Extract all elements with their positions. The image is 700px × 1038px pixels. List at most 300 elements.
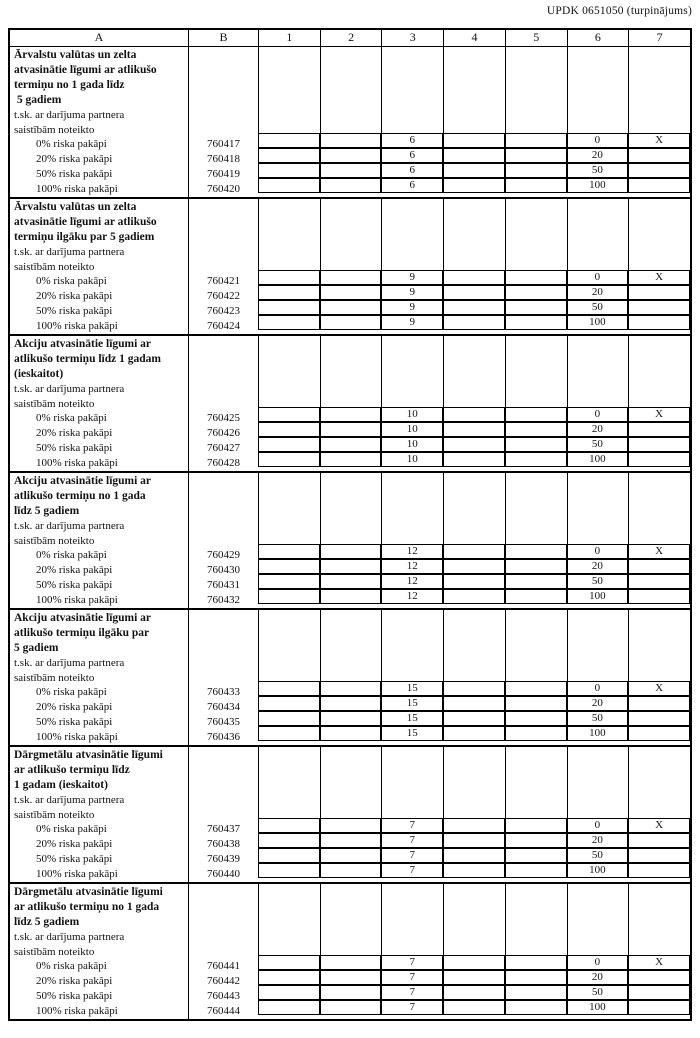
value-cell-col2 xyxy=(320,970,382,985)
value-cell-col6: 0 xyxy=(567,544,629,559)
data-column-spacer xyxy=(628,747,690,822)
position-code: 760423 xyxy=(188,304,258,319)
value-cell-col2 xyxy=(320,163,382,178)
value-cell-col4 xyxy=(443,133,505,148)
value-cell-col6: 20 xyxy=(567,559,629,574)
data-column-spacer xyxy=(258,336,320,411)
section-title-line: līdz 5 gadiem xyxy=(14,505,80,517)
section-note-line: t.sk. ar darījuma partnera xyxy=(14,931,125,943)
section-title-line: ar atlikušo termiņu līdz xyxy=(14,764,130,776)
column-header-row xyxy=(10,30,690,47)
data-column-spacer xyxy=(381,199,443,274)
risk-row-label: 20% riska pakāpi xyxy=(36,975,113,987)
value-cell-col6: 100 xyxy=(567,178,629,193)
section-title-line: 5 gadiem xyxy=(14,94,62,106)
form-code-note: UPDK 0651050 (turpinājums) xyxy=(546,5,692,17)
value-cell-col1 xyxy=(258,848,320,863)
section-title-cell xyxy=(10,610,188,685)
value-cell-col5 xyxy=(505,270,567,285)
column-header-3: 3 xyxy=(381,30,443,46)
data-column-spacer xyxy=(320,199,382,274)
value-cell-col6: 100 xyxy=(567,589,629,604)
value-cell-col7 xyxy=(628,285,690,300)
section-title-cell xyxy=(10,473,188,548)
section-title-line: termiņu no 1 gada līdz xyxy=(14,79,125,91)
value-cell-col5 xyxy=(505,681,567,696)
section-title-line: termiņu ilgāku par 5 gadiem xyxy=(14,231,155,243)
column-header-7: 7 xyxy=(628,30,690,46)
value-cell-col7 xyxy=(628,437,690,452)
position-code: 760421 xyxy=(188,274,258,289)
section-title-cell xyxy=(10,884,188,959)
value-cell-col6: 50 xyxy=(567,574,629,589)
data-column-spacer xyxy=(505,336,567,411)
data-column-spacer xyxy=(320,47,382,137)
data-column-spacer xyxy=(567,473,629,548)
value-cell-col3: 12 xyxy=(381,544,443,559)
value-cell-col6: 20 xyxy=(567,148,629,163)
section-title-line: līdz 5 gadiem xyxy=(14,916,80,928)
risk-row-label: 100% riska pakāpi xyxy=(36,457,118,469)
value-cell-col4 xyxy=(443,559,505,574)
value-cell-col1 xyxy=(258,544,320,559)
value-cell-col4 xyxy=(443,1000,505,1015)
value-cell-col7 xyxy=(628,970,690,985)
data-column-spacer xyxy=(505,747,567,822)
value-cell-col7: X xyxy=(628,818,690,833)
value-cell-col3: 10 xyxy=(381,422,443,437)
table-section-5 xyxy=(10,608,690,745)
section-title-line: atvasinātie līgumi ar atlikušo xyxy=(14,216,157,228)
table-section-4 xyxy=(10,471,690,608)
position-code: 760439 xyxy=(188,852,258,867)
column-header-B: B xyxy=(188,30,258,46)
value-cell-col5 xyxy=(505,422,567,437)
value-cell-col3: 7 xyxy=(381,985,443,1000)
value-cell-col2 xyxy=(320,833,382,848)
value-cell-col5 xyxy=(505,589,567,604)
data-column-spacer xyxy=(258,747,320,822)
data-column-spacer xyxy=(567,336,629,411)
data-column-spacer xyxy=(505,473,567,548)
value-cell-col6: 50 xyxy=(567,300,629,315)
value-cell-col6: 20 xyxy=(567,285,629,300)
section-note-line: saistībām noteikto xyxy=(14,397,95,410)
value-cell-col5 xyxy=(505,955,567,970)
value-cell-col2 xyxy=(320,726,382,741)
risk-row-label: 20% riska pakāpi xyxy=(36,290,113,302)
table-section-1 xyxy=(10,47,690,197)
column-header-A: A xyxy=(94,30,104,44)
value-cell-col2 xyxy=(320,711,382,726)
data-column-spacer xyxy=(443,747,505,822)
value-cell-col7 xyxy=(628,833,690,848)
value-cell-col1 xyxy=(258,970,320,985)
value-cell-col4 xyxy=(443,589,505,604)
value-cell-col5 xyxy=(505,407,567,422)
value-cell-col5 xyxy=(505,315,567,330)
position-code: 760443 xyxy=(188,989,258,1004)
value-cell-col1 xyxy=(258,300,320,315)
value-cell-col1 xyxy=(258,407,320,422)
position-code: 760434 xyxy=(188,700,258,715)
value-cell-col2 xyxy=(320,985,382,1000)
section-note-line: saistībām noteikto xyxy=(14,671,95,684)
value-cell-col1 xyxy=(258,955,320,970)
data-column-spacer xyxy=(443,336,505,411)
value-cell-col2 xyxy=(320,559,382,574)
value-cell-col4 xyxy=(443,270,505,285)
value-cell-col1 xyxy=(258,452,320,467)
value-cell-col2 xyxy=(320,270,382,285)
risk-row-label: 100% riska pakāpi xyxy=(36,183,118,195)
data-column-spacer xyxy=(443,47,505,137)
value-cell-col2 xyxy=(320,955,382,970)
value-cell-col2 xyxy=(320,452,382,467)
value-cell-col3: 15 xyxy=(381,696,443,711)
section-note-line: saistībām noteikto xyxy=(14,534,95,547)
value-cell-col5 xyxy=(505,285,567,300)
section-note-line: saistībām noteikto xyxy=(14,945,95,958)
risk-row-label: 50% riska pakāpi xyxy=(36,716,113,728)
data-column-spacer xyxy=(320,747,382,822)
data-column-spacer xyxy=(320,473,382,548)
value-cell-col3: 10 xyxy=(381,437,443,452)
form-table xyxy=(8,28,692,1021)
position-code: 760422 xyxy=(188,289,258,304)
value-cell-col4 xyxy=(443,863,505,878)
risk-row-label: 20% riska pakāpi xyxy=(36,838,113,850)
value-cell-col5 xyxy=(505,544,567,559)
position-code: 760429 xyxy=(188,548,258,563)
section-note-line: t.sk. ar darījuma partnera xyxy=(14,520,125,532)
data-column-spacer xyxy=(443,610,505,685)
value-cell-col3: 7 xyxy=(381,955,443,970)
value-cell-col3: 7 xyxy=(381,970,443,985)
value-cell-col5 xyxy=(505,985,567,1000)
value-cell-col4 xyxy=(443,985,505,1000)
position-code: 760441 xyxy=(188,959,258,974)
risk-row-label: 50% riska pakāpi xyxy=(36,305,113,317)
value-cell-col7 xyxy=(628,711,690,726)
column-header-5: 5 xyxy=(505,30,567,46)
data-column-spacer xyxy=(567,884,629,959)
data-column-spacer xyxy=(628,199,690,274)
risk-row-label: 20% riska pakāpi xyxy=(36,427,113,439)
section-note-line: t.sk. ar darījuma partnera xyxy=(14,657,125,669)
position-code: 760440 xyxy=(188,867,258,882)
risk-row-label: 50% riska pakāpi xyxy=(36,579,113,591)
risk-row-label: 0% riska pakāpi xyxy=(36,823,107,835)
value-cell-col3: 6 xyxy=(381,178,443,193)
position-code: 760420 xyxy=(188,182,258,197)
data-column-spacer xyxy=(258,47,320,137)
value-cell-col2 xyxy=(320,437,382,452)
risk-row-label: 20% riska pakāpi xyxy=(36,153,113,165)
value-cell-col7 xyxy=(628,300,690,315)
section-title-cell xyxy=(10,199,188,274)
section-note-line: t.sk. ar darījuma partnera xyxy=(14,246,125,258)
value-cell-col6: 0 xyxy=(567,955,629,970)
value-cell-col6: 0 xyxy=(567,133,629,148)
risk-row-label: 100% riska pakāpi xyxy=(36,320,118,332)
value-cell-col4 xyxy=(443,574,505,589)
value-cell-col6: 0 xyxy=(567,818,629,833)
section-title-line: Akciju atvasinātie līgumi ar xyxy=(14,338,152,350)
value-cell-col6: 100 xyxy=(567,863,629,878)
code-column-spacer xyxy=(188,747,258,822)
risk-row-label: 20% riska pakāpi xyxy=(36,564,113,576)
position-code: 760435 xyxy=(188,715,258,730)
data-column-spacer xyxy=(258,610,320,685)
column-header-6: 6 xyxy=(567,30,629,46)
code-column-spacer xyxy=(188,610,258,685)
value-cell-col4 xyxy=(443,437,505,452)
value-cell-col3: 15 xyxy=(381,711,443,726)
data-column-spacer xyxy=(567,747,629,822)
value-cell-col6: 20 xyxy=(567,833,629,848)
value-cell-col1 xyxy=(258,178,320,193)
value-cell-col5 xyxy=(505,163,567,178)
value-cell-col1 xyxy=(258,285,320,300)
risk-row-label: 50% riska pakāpi xyxy=(36,442,113,454)
data-column-spacer xyxy=(258,884,320,959)
position-code: 760417 xyxy=(188,137,258,152)
value-cell-col1 xyxy=(258,1000,320,1015)
data-column-spacer xyxy=(381,336,443,411)
value-cell-col6: 50 xyxy=(567,711,629,726)
position-code: 760442 xyxy=(188,974,258,989)
value-cell-col3: 6 xyxy=(381,148,443,163)
value-cell-col3: 7 xyxy=(381,863,443,878)
position-code: 760427 xyxy=(188,441,258,456)
value-cell-col4 xyxy=(443,970,505,985)
code-column-spacer xyxy=(188,884,258,959)
data-column-spacer xyxy=(567,47,629,137)
value-cell-col1 xyxy=(258,422,320,437)
section-title-line: atlikušo termiņu ilgāku par xyxy=(14,627,150,639)
value-cell-col7 xyxy=(628,848,690,863)
value-cell-col7 xyxy=(628,178,690,193)
value-cell-col3: 10 xyxy=(381,407,443,422)
position-code: 760419 xyxy=(188,167,258,182)
value-cell-col2 xyxy=(320,863,382,878)
value-cell-col4 xyxy=(443,848,505,863)
value-cell-col1 xyxy=(258,863,320,878)
value-cell-col3: 10 xyxy=(381,452,443,467)
value-cell-col4 xyxy=(443,833,505,848)
value-cell-col4 xyxy=(443,544,505,559)
position-code: 760426 xyxy=(188,426,258,441)
section-title-line: Dārgmetālu atvasinātie līgumi xyxy=(14,749,163,761)
value-cell-col3: 6 xyxy=(381,163,443,178)
value-cell-col6: 0 xyxy=(567,681,629,696)
value-cell-col5 xyxy=(505,452,567,467)
value-cell-col7 xyxy=(628,315,690,330)
value-cell-col5 xyxy=(505,726,567,741)
value-cell-col4 xyxy=(443,422,505,437)
value-cell-col6: 0 xyxy=(567,270,629,285)
section-title-line: Dārgmetālu atvasinātie līgumi xyxy=(14,886,163,898)
table-section-3 xyxy=(10,334,690,471)
value-cell-col3: 7 xyxy=(381,1000,443,1015)
value-cell-col2 xyxy=(320,422,382,437)
section-note-line: t.sk. ar darījuma partnera xyxy=(14,794,125,806)
value-cell-col3: 15 xyxy=(381,681,443,696)
risk-row-label: 0% riska pakāpi xyxy=(36,275,107,287)
section-note-line: saistībām noteikto xyxy=(14,808,95,821)
value-cell-col2 xyxy=(320,178,382,193)
value-cell-col1 xyxy=(258,589,320,604)
value-cell-col6: 50 xyxy=(567,437,629,452)
value-cell-col6: 0 xyxy=(567,407,629,422)
section-title-line: Ārvalstu valūtas un zelta xyxy=(14,49,137,61)
value-cell-col7 xyxy=(628,589,690,604)
value-cell-col2 xyxy=(320,818,382,833)
value-cell-col2 xyxy=(320,696,382,711)
data-column-spacer xyxy=(628,473,690,548)
data-column-spacer xyxy=(567,199,629,274)
value-cell-col1 xyxy=(258,559,320,574)
value-cell-col7 xyxy=(628,422,690,437)
value-cell-col1 xyxy=(258,681,320,696)
value-cell-col2 xyxy=(320,848,382,863)
value-cell-col1 xyxy=(258,985,320,1000)
code-column-spacer xyxy=(188,473,258,548)
data-column-spacer xyxy=(628,336,690,411)
value-cell-col7 xyxy=(628,726,690,741)
section-title-cell xyxy=(10,47,188,137)
risk-row-label: 0% riska pakāpi xyxy=(36,686,107,698)
value-cell-col2 xyxy=(320,285,382,300)
position-code: 760433 xyxy=(188,685,258,700)
position-code: 760436 xyxy=(188,730,258,745)
value-cell-col4 xyxy=(443,696,505,711)
value-cell-col4 xyxy=(443,315,505,330)
position-code: 760444 xyxy=(188,1004,258,1019)
value-cell-col6: 50 xyxy=(567,985,629,1000)
data-column-spacer xyxy=(320,610,382,685)
position-code: 760437 xyxy=(188,822,258,837)
value-cell-col7: X xyxy=(628,407,690,422)
section-title-line: ar atlikušo termiņu no 1 gada xyxy=(14,901,160,913)
section-title-line: atvasinātie līgumi ar atlikušo xyxy=(14,64,157,76)
value-cell-col7: X xyxy=(628,681,690,696)
value-cell-col4 xyxy=(443,452,505,467)
value-cell-col1 xyxy=(258,437,320,452)
value-cell-col3: 9 xyxy=(381,300,443,315)
position-code: 760431 xyxy=(188,578,258,593)
value-cell-col3: 7 xyxy=(381,833,443,848)
risk-row-label: 50% riska pakāpi xyxy=(36,168,113,180)
value-cell-col2 xyxy=(320,574,382,589)
data-column-spacer xyxy=(320,884,382,959)
risk-row-label: 50% riska pakāpi xyxy=(36,990,113,1002)
table-section-2 xyxy=(10,197,690,334)
data-column-spacer xyxy=(443,473,505,548)
value-cell-col6: 100 xyxy=(567,1000,629,1015)
data-column-spacer xyxy=(443,884,505,959)
section-title-cell xyxy=(10,336,188,411)
value-cell-col2 xyxy=(320,544,382,559)
value-cell-col1 xyxy=(258,818,320,833)
value-cell-col3: 7 xyxy=(381,848,443,863)
value-cell-col7 xyxy=(628,574,690,589)
value-cell-col1 xyxy=(258,148,320,163)
data-column-spacer xyxy=(258,473,320,548)
section-title-line: atlikušo termiņu no 1 gada xyxy=(14,490,146,502)
value-cell-col7 xyxy=(628,148,690,163)
table-section-7 xyxy=(10,882,690,1019)
value-cell-col2 xyxy=(320,148,382,163)
risk-row-label: 100% riska pakāpi xyxy=(36,594,118,606)
risk-row-label: 0% riska pakāpi xyxy=(36,412,107,424)
data-column-spacer xyxy=(320,336,382,411)
value-cell-col7 xyxy=(628,559,690,574)
value-cell-col4 xyxy=(443,955,505,970)
position-code: 760418 xyxy=(188,152,258,167)
value-cell-col6: 20 xyxy=(567,422,629,437)
data-column-spacer xyxy=(258,199,320,274)
value-cell-col7: X xyxy=(628,955,690,970)
code-column-spacer xyxy=(188,199,258,274)
value-cell-col6: 100 xyxy=(567,452,629,467)
data-column-spacer xyxy=(381,610,443,685)
data-column-spacer xyxy=(567,610,629,685)
section-title-line: (ieskaitot) xyxy=(14,368,64,380)
section-title-line: 5 gadiem xyxy=(14,642,59,654)
value-cell-col5 xyxy=(505,437,567,452)
column-header-2: 2 xyxy=(320,30,382,46)
value-cell-col6: 100 xyxy=(567,726,629,741)
value-cell-col4 xyxy=(443,818,505,833)
position-code: 760425 xyxy=(188,411,258,426)
section-title-line: Akciju atvasinātie līgumi ar xyxy=(14,612,152,624)
value-cell-col2 xyxy=(320,315,382,330)
risk-row-label: 50% riska pakāpi xyxy=(36,853,113,865)
data-column-spacer xyxy=(381,747,443,822)
section-note-line: saistībām noteikto xyxy=(14,260,95,273)
value-cell-col3: 12 xyxy=(381,589,443,604)
position-code: 760428 xyxy=(188,456,258,471)
value-cell-col5 xyxy=(505,711,567,726)
data-column-spacer xyxy=(505,610,567,685)
section-note-line: t.sk. ar darījuma partnera xyxy=(14,109,125,121)
position-code: 760424 xyxy=(188,319,258,334)
value-cell-col7 xyxy=(628,163,690,178)
value-cell-col1 xyxy=(258,696,320,711)
value-cell-col1 xyxy=(258,833,320,848)
value-cell-col2 xyxy=(320,407,382,422)
value-cell-col7: X xyxy=(628,133,690,148)
risk-row-label: 100% riska pakāpi xyxy=(36,868,118,880)
value-cell-col5 xyxy=(505,1000,567,1015)
data-column-spacer xyxy=(443,199,505,274)
value-cell-col4 xyxy=(443,178,505,193)
value-cell-col7 xyxy=(628,985,690,1000)
section-note-line: saistībām noteikto xyxy=(14,123,95,136)
section-note-line: t.sk. ar darījuma partnera xyxy=(14,383,125,395)
value-cell-col1 xyxy=(258,711,320,726)
section-title-cell xyxy=(10,747,188,822)
code-column-spacer xyxy=(188,47,258,137)
data-column-spacer xyxy=(505,884,567,959)
value-cell-col4 xyxy=(443,148,505,163)
value-cell-col1 xyxy=(258,315,320,330)
value-cell-col1 xyxy=(258,163,320,178)
value-cell-col5 xyxy=(505,178,567,193)
code-column-spacer xyxy=(188,336,258,411)
